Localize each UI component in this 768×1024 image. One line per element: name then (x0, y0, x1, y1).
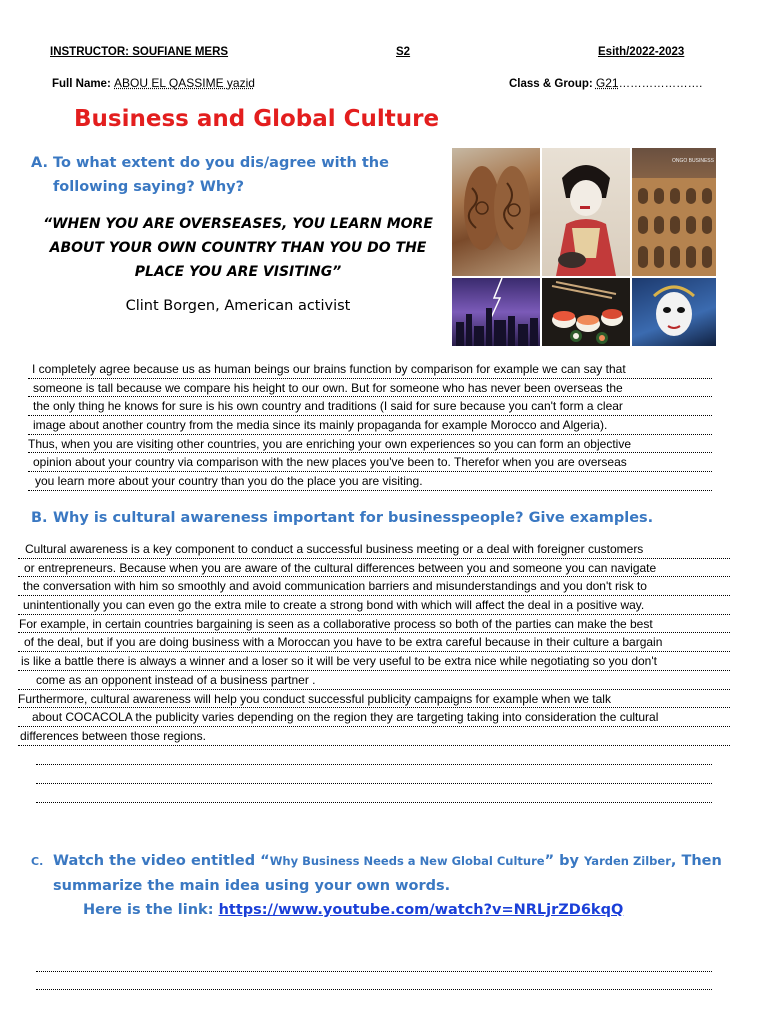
answer-line: For example, in certain countries bargaining is seen as a collaborative process so both of the parties can make the best (18, 615, 730, 634)
section-b-answer[interactable] (18, 540, 730, 746)
section-b-question (31, 506, 653, 530)
section-a-letter: A. (31, 155, 48, 171)
culture-collage-image (452, 148, 716, 346)
geisha-tea-photo (542, 148, 630, 276)
city-storm-photo (452, 278, 540, 346)
class-group-dots: …………………. (618, 78, 703, 90)
answer-line: of the deal, but if you are doing business with a Moroccan you have to be extra careful because in their culture a bargain (18, 633, 730, 652)
answer-line: image about another country from the media since its mainly propaganda for example Morocco and Algeria). (28, 416, 712, 435)
full-name-value[interactable]: ABOU EL QASSIME yazid (114, 76, 255, 90)
answer-line: Cultural awareness is a key component to conduct a successful business meeting or a deal with foreigner customers (18, 540, 730, 559)
quote-line-3: PLACE YOU ARE VISITING” (134, 264, 342, 280)
answer-line: the only thing he knows for sure is his own country and traditions (I said for sure because you can't form a clear (28, 397, 712, 416)
page-title: Business and Global Culture (74, 106, 440, 132)
section-b-letter: B. (31, 510, 48, 526)
link-label: Here is the link: (83, 902, 214, 918)
section-c-letter: C. (31, 855, 44, 868)
blank-answer-line[interactable] (36, 746, 712, 765)
full-name-label: Full Name: (52, 78, 111, 90)
answer-line: I completely agree because us as human beings our brains function by comparison for example we can say that (28, 360, 712, 379)
section-a-question-line2: following saying? Why? (53, 179, 245, 195)
answer-line: you learn more about your country than you do the place you are visiting. (28, 472, 712, 491)
collage-caption: ONGO BUSINESS (672, 158, 714, 164)
colosseum-photo (632, 148, 716, 276)
section-a-question-line1: To what extent do you dis/agree with the (53, 155, 389, 171)
answer-line: come as an opponent instead of a business partner . (18, 671, 730, 690)
henna-hands-photo (452, 148, 540, 276)
section-c-line2: summarize the main idea using your own words. (53, 878, 451, 894)
answer-line: opinion about your country via comparison with the new places you've been to. Therefor when you are overseas (28, 453, 712, 472)
blank-answer-line[interactable] (36, 765, 712, 784)
answer-line: the conversation with him so smoothly and avoid communication barriers and misunderstandings and you don't risk to (18, 577, 730, 596)
full-name-row (52, 76, 255, 90)
section-b-blank-lines[interactable] (36, 746, 712, 803)
class-group-label: Class & Group: (509, 78, 593, 90)
blank-answer-line[interactable] (36, 784, 712, 803)
quote-author: Clint Borgen, American activist (125, 298, 351, 314)
quote-block (38, 212, 438, 284)
answer-line: is like a battle there is always a winner and a loser so it will be very useful to be extra nice while negotiating so you don't (18, 652, 730, 671)
section-c-prefix: Watch the video entitled “ (53, 853, 270, 869)
blank-answer-line[interactable] (36, 972, 712, 990)
sushi-plate-photo (542, 278, 630, 346)
speaker-name: Yarden Zilber (584, 854, 671, 868)
instructor-label: INSTRUCTOR: SOUFIANE MERS (50, 46, 229, 58)
class-group-row (509, 76, 702, 90)
section-b-question-text: Why is cultural awareness important for businesspeople? Give examples. (53, 510, 654, 526)
answer-line: Furthermore, cultural awareness will help you conduct successful publicity campaigns for example when we talk (18, 690, 730, 709)
answer-line: or entrepreneurs. Because when you are aware of the cultural differences between you and someone you can navigate (18, 559, 730, 578)
section-a-answer[interactable] (28, 360, 712, 491)
blank-answer-line[interactable] (36, 950, 712, 972)
section-c-question (31, 849, 731, 922)
answer-line: Thus, when you are visiting other countries, you are enriching your own experiences so you can form an objective (28, 435, 712, 454)
school-year-label: Esith/2022-2023 (598, 46, 685, 58)
section-c-suffix: , Then (670, 853, 722, 869)
section-a-question (31, 151, 389, 199)
section-c-by: ” by (544, 853, 585, 869)
venetian-mask-photo (632, 278, 716, 346)
section-c-blank-lines[interactable] (36, 950, 712, 990)
video-title: Why Business Needs a New Global Culture (269, 854, 545, 868)
quote-line-2: ABOUT YOUR OWN COUNTRY THAN YOU DO THE (49, 240, 427, 256)
answer-line: about COCACOLA the publicity varies depending on the region they are targeting taking into consideration the cultural (18, 708, 730, 727)
answer-line: unintentionally you can even go the extra mile to create a strong bond with which will affect the deal in a positive way. (18, 596, 730, 615)
quote-line-1: “WHEN YOU ARE OVERSEASES, YOU LEARN MORE (43, 216, 433, 232)
answer-line: someone is tall because we compare his height to our own. But for someone who has never been overseas the (28, 379, 712, 398)
semester-label: S2 (396, 46, 411, 58)
answer-line: differences between those regions. (18, 727, 730, 746)
video-link[interactable]: https://www.youtube.com/watch?v=NRLjrZD6kqQ (218, 902, 624, 918)
class-group-value[interactable]: G21 (595, 76, 619, 90)
